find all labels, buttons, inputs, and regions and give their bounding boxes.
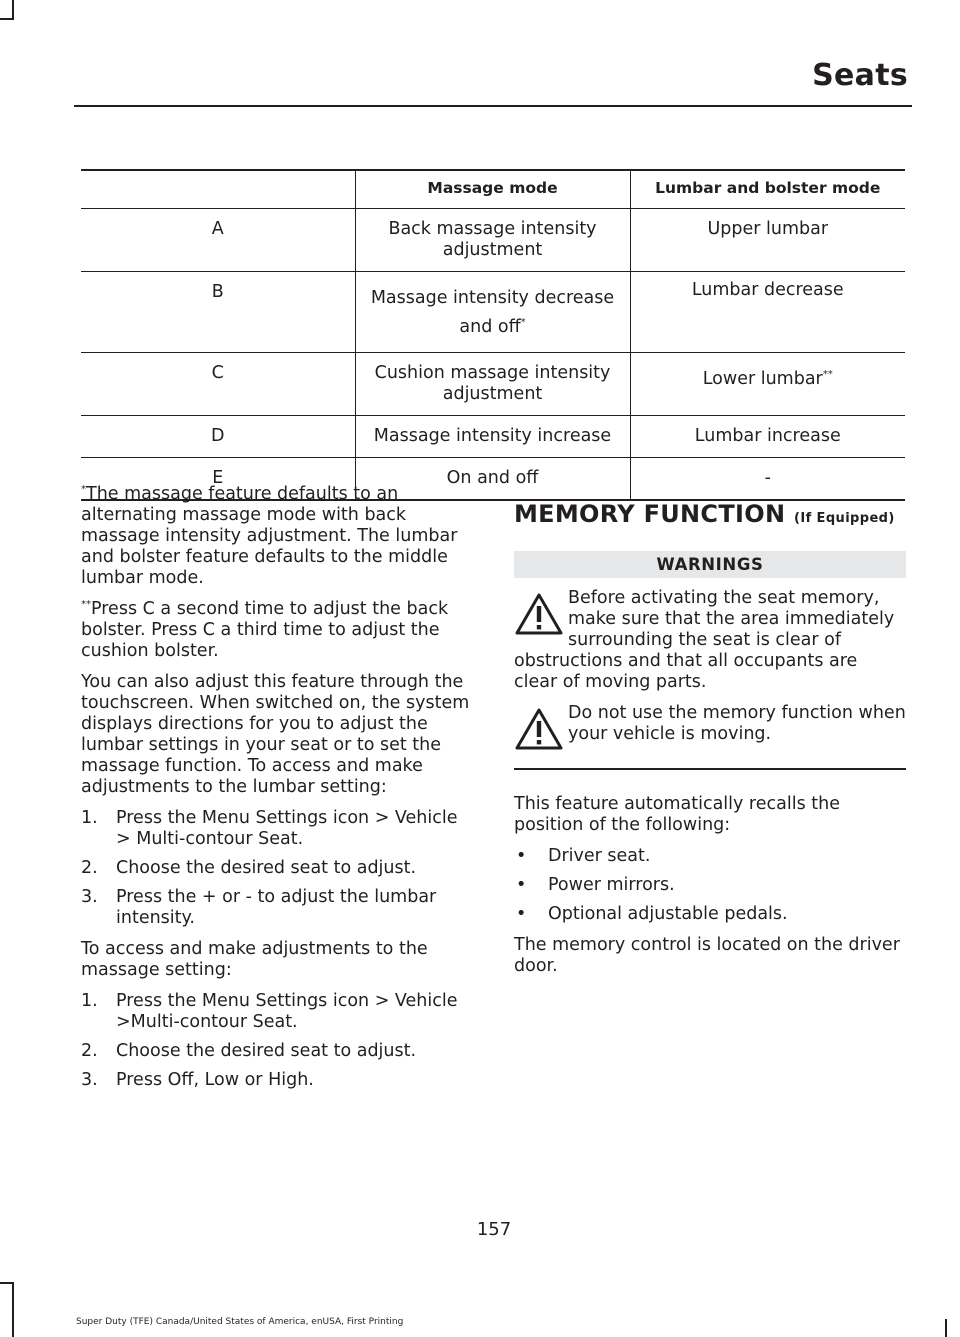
warnings-divider bbox=[514, 768, 906, 770]
crop-mark bbox=[12, 1282, 14, 1337]
list-item: 2. Choose the desired seat to adjust. bbox=[81, 1041, 417, 1061]
warning-triangle-icon bbox=[514, 591, 564, 637]
touchscreen-paragraph: You can also adjust this feature through the touchscreen. When switched on, the system displays directions for you to adjust the lumbar settings in your seat or to set the massage function. To access and make adjustments to the lumbar setting: bbox=[81, 672, 470, 797]
warnings-banner: WARNINGS bbox=[514, 551, 906, 578]
memory-intro-paragraph: This feature automatically recalls the position of the following: bbox=[514, 794, 840, 835]
lumbar-steps-list bbox=[81, 808, 475, 929]
table-cell-lumbar: Lumbar increase bbox=[630, 416, 905, 458]
list-item: 1. Press the Menu Settings icon > Vehicle > Multi-contour Seat. bbox=[81, 808, 458, 849]
table-cell-lumbar: Upper lumbar bbox=[630, 209, 905, 272]
page-number: 157 bbox=[476, 1219, 512, 1240]
right-column bbox=[514, 500, 906, 987]
warning-triangle-icon bbox=[514, 706, 564, 752]
list-item: 3. Press the + or - to adjust the lumbar intensity. bbox=[81, 887, 437, 928]
table-header-cell: Massage mode bbox=[355, 170, 630, 209]
list-item: • Optional adjustable pedals. bbox=[516, 904, 788, 924]
footnote-single: *The massage feature defaults to an alternating massage mode with back massage intensity adjustment. The lumbar and bolster feature defaults to the middle lumbar mode. bbox=[81, 484, 458, 588]
table-row bbox=[81, 272, 905, 353]
list-item: • Driver seat. bbox=[516, 846, 651, 866]
footer-text: Super Duty (TFE) Canada/United States of America, enUSA, First Printing bbox=[76, 1317, 404, 1327]
table-cell-lumbar: - bbox=[630, 458, 905, 501]
section-heading: MEMORY FUNCTION (If Equipped) bbox=[514, 500, 895, 528]
table-cell-lumbar: Lower lumbar** bbox=[630, 353, 905, 416]
footnote-mark: * bbox=[520, 317, 526, 329]
table-header-row bbox=[81, 170, 905, 209]
footnote-mark: ** bbox=[822, 369, 833, 381]
table-header-cell: Lumbar and bolster mode bbox=[630, 170, 905, 209]
table-row bbox=[81, 209, 905, 272]
crop-mark bbox=[12, 0, 14, 18]
table-cell-lumbar: Lumbar decrease bbox=[630, 272, 905, 353]
title-divider bbox=[74, 105, 912, 107]
table-header-cell bbox=[81, 170, 355, 209]
memory-location-paragraph: The memory control is located on the driver door. bbox=[514, 935, 900, 976]
list-item: • Power mirrors. bbox=[516, 875, 675, 895]
list-item: 3. Press Off, Low or High. bbox=[81, 1070, 314, 1090]
table-cell-key: E bbox=[81, 458, 355, 501]
crop-mark bbox=[945, 1319, 947, 1337]
page-title: Seats bbox=[812, 58, 908, 93]
table-cell-massage: Cushion massage intensity adjustment bbox=[355, 353, 630, 416]
table-cell-key: B bbox=[81, 272, 355, 353]
massage-steps-list bbox=[81, 991, 475, 1091]
table-cell-massage: Massage intensity decrease and off* bbox=[355, 272, 630, 353]
massage-intro-paragraph: To access and make adjustments to the massage setting: bbox=[81, 939, 428, 980]
table-cell-key: C bbox=[81, 353, 355, 416]
list-item: 2. Choose the desired seat to adjust. bbox=[81, 858, 417, 878]
table-cell-massage: Massage intensity increase bbox=[355, 416, 630, 458]
table-cell-massage: On and off bbox=[355, 458, 630, 501]
list-item: 1. Press the Menu Settings icon > Vehicle >Multi-contour Seat. bbox=[81, 991, 458, 1032]
table-cell-key: D bbox=[81, 416, 355, 458]
warning-item: Before activating the seat memory, make sure that the area immediately surrounding the seat is clear of obstructions and that all occupants are clear of moving parts. bbox=[514, 588, 895, 692]
table-cell-massage: Back massage intensity adjustment bbox=[355, 209, 630, 272]
table-row bbox=[81, 353, 905, 416]
table-cell-key: A bbox=[81, 209, 355, 272]
memory-items-list bbox=[514, 846, 906, 925]
table-row bbox=[81, 416, 905, 458]
massage-lumbar-table bbox=[81, 169, 905, 501]
left-column bbox=[81, 484, 475, 1101]
crop-mark bbox=[0, 1282, 14, 1284]
warning-item: Do not use the memory function when your vehicle is moving. bbox=[514, 703, 906, 752]
crop-mark bbox=[0, 18, 14, 20]
footnote-double: **Press C a second time to adjust the back bolster. Press C a third time to adjust the cushion bolster. bbox=[81, 599, 449, 661]
